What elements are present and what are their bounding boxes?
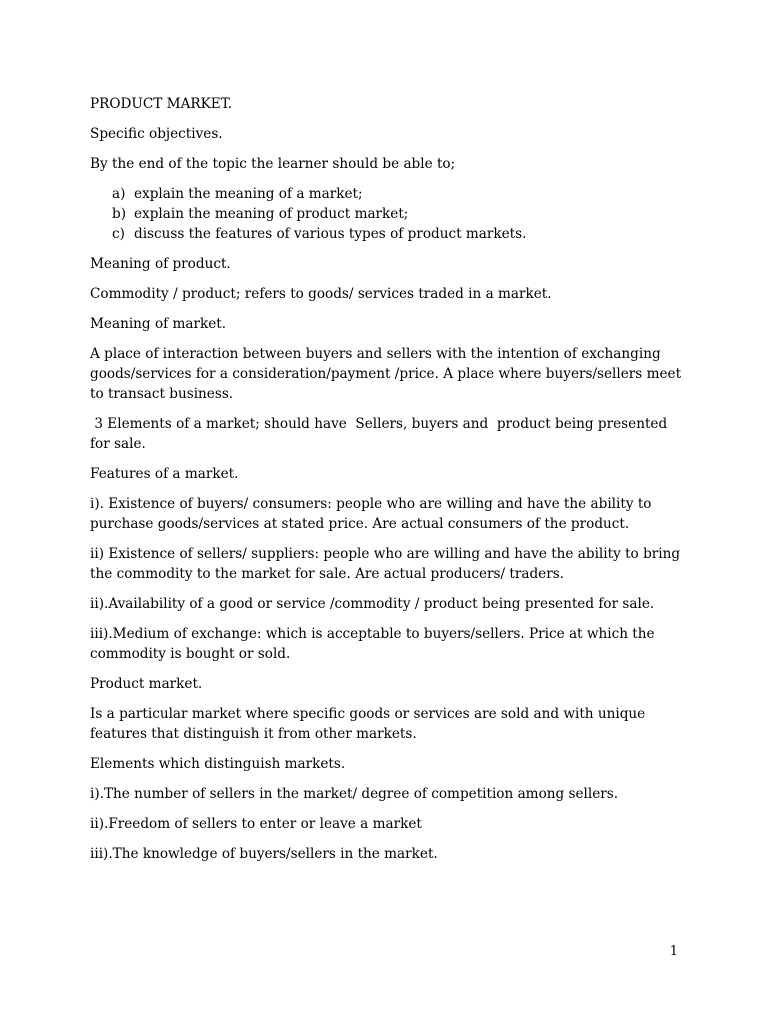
features-heading: Features of a market. xyxy=(90,466,239,482)
product-market-heading: Product market. xyxy=(90,676,203,692)
specific-objectives-heading: Specific objectives. xyxy=(90,126,223,142)
feature-paragraph: ii) Existence of sellers/ suppliers: people who are willing and have the ability to bring the commodity to the market for sale. Are actual producers/ traders. xyxy=(90,546,681,582)
list-marker: a) xyxy=(112,186,126,202)
meaning-of-market-heading: Meaning of market. xyxy=(90,316,227,332)
objectives-intro: By the end of the topic the learner should be able to; xyxy=(90,156,456,172)
feature-paragraph: iii).Medium of exchange: which is acceptable to buyers/sellers. Price at which the commodity is bought or sold. xyxy=(90,626,655,662)
list-item-text: discuss the features of various types of product markets. xyxy=(134,226,527,242)
list-item xyxy=(90,204,690,224)
list-item-text: explain the meaning of a market; xyxy=(134,186,363,202)
meaning-of-product-text: Commodity / product; refers to goods/ services traded in a market. xyxy=(90,286,552,302)
page-number: 1 xyxy=(669,944,678,959)
distinguishing-element: iii).The knowledge of buyers/sellers in the market. xyxy=(90,846,438,862)
list-item xyxy=(90,224,690,244)
distinguishing-element: i).The number of sellers in the market/ degree of competition among sellers. xyxy=(90,786,619,802)
list-item-text: explain the meaning of product market; xyxy=(134,206,409,222)
distinguish-heading: Elements which distinguish markets. xyxy=(90,756,346,772)
list-marker: b) xyxy=(112,206,127,222)
document-title: PRODUCT MARKET. xyxy=(90,96,233,112)
distinguishing-element: ii).Freedom of sellers to enter or leave a market xyxy=(90,816,422,832)
feature-paragraph: i). Existence of buyers/ consumers: people who are willing and have the ability to purchase goods/services at stated price. Are actual consumers of the product. xyxy=(90,496,652,532)
feature-paragraph: ii).Availability of a good or service /commodity / product being presented for sale. xyxy=(90,596,655,612)
meaning-of-product-heading: Meaning of product. xyxy=(90,256,231,272)
document-page xyxy=(90,94,690,874)
product-market-text: Is a particular market where specific goods or services are sold and with unique features that distinguish it from other markets. xyxy=(90,706,646,742)
objectives-list xyxy=(90,184,690,244)
meaning-of-market-text: A place of interaction between buyers and sellers with the intention of exchanging goods/services for a consideration/payment /price. A place where buyers/sellers meet to transact business. xyxy=(90,346,682,402)
list-item xyxy=(90,184,690,204)
elements-of-market-text: 3 Elements of a market; should have Sellers, buyers and product being presented for sale. xyxy=(90,416,672,452)
list-marker: c) xyxy=(112,226,125,242)
